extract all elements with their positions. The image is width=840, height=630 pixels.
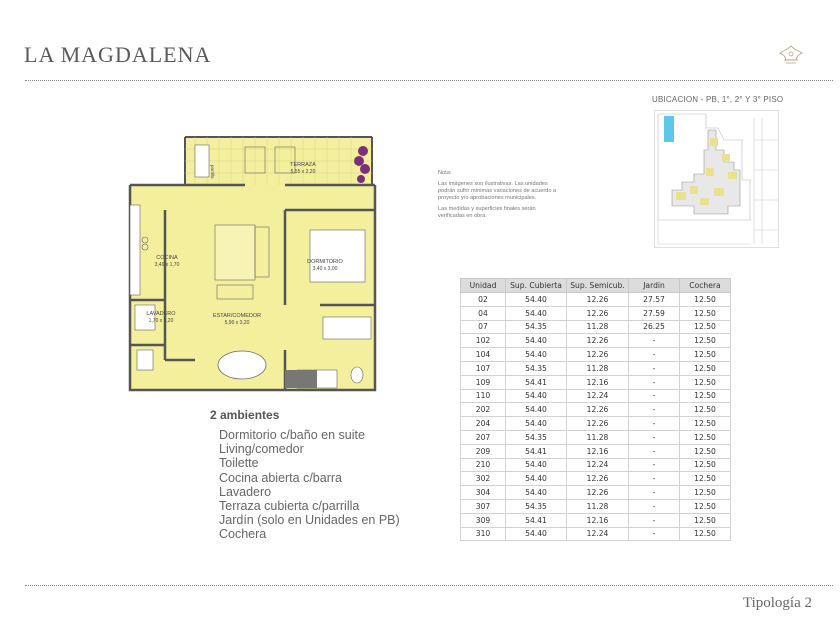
top-divider	[25, 80, 833, 81]
table-cell: -	[629, 375, 680, 389]
table-cell: 12.24	[567, 389, 629, 403]
table-cell: 12.50	[680, 361, 731, 375]
table-cell: 54.41	[506, 513, 567, 527]
table-cell: 04	[461, 306, 506, 320]
table-cell: 12.50	[680, 293, 731, 307]
plan-label-parrilla: parrilla	[210, 165, 215, 179]
table-cell: -	[629, 444, 680, 458]
table-cell: 309	[461, 513, 506, 527]
table-cell: 54.35	[506, 320, 567, 334]
table-cell: 302	[461, 472, 506, 486]
table-cell: 27.57	[629, 293, 680, 307]
table-cell: 11.28	[567, 320, 629, 334]
table-row	[461, 403, 731, 417]
ornament-logo-icon	[778, 44, 804, 66]
table-row	[461, 375, 731, 389]
table-cell: 11.28	[567, 430, 629, 444]
table-row	[461, 417, 731, 431]
column-header: Sup. Cubierta	[506, 279, 567, 293]
table-cell: 02	[461, 293, 506, 307]
table-cell: 12.26	[567, 306, 629, 320]
plan-label-dormitorio: DORMITORIO	[307, 259, 343, 265]
note-paragraph-1: Las imágenes son ilustrativas. Las unidades podrán sufrir mínimas variaciones de acuerdo a proyecto y/o aprobaciones municipales.	[438, 181, 557, 201]
table-cell: -	[629, 348, 680, 362]
table-cell: 12.50	[680, 348, 731, 362]
table-header-row	[461, 279, 731, 293]
table-cell: -	[629, 334, 680, 348]
table-cell: 12.16	[567, 513, 629, 527]
site-location-plan	[654, 110, 779, 248]
table-cell: -	[629, 486, 680, 500]
table-row	[461, 430, 731, 444]
table-cell: 12.50	[680, 430, 731, 444]
location-caption: UBICACION - PB, 1°, 2° Y 3° PISO	[652, 95, 784, 104]
table-cell: 109	[461, 375, 506, 389]
table-row	[461, 458, 731, 472]
column-header: Sup. Semicub.	[567, 279, 629, 293]
bottom-divider	[25, 585, 833, 586]
table-cell: 207	[461, 430, 506, 444]
table-cell: 07	[461, 320, 506, 334]
table-cell: 12.50	[680, 527, 731, 541]
plan-dim-terraza: 5,55 x 2,20	[290, 169, 316, 175]
table-cell: 54.41	[506, 444, 567, 458]
page-title: LA MAGDALENA	[24, 42, 212, 67]
plan-dim-lavadero: 1,70 x 1,20	[148, 318, 174, 324]
table-cell: 12.50	[680, 320, 731, 334]
table-cell: 204	[461, 417, 506, 431]
table-cell: 11.28	[567, 499, 629, 513]
table-cell: 202	[461, 403, 506, 417]
table-cell: 12.50	[680, 458, 731, 472]
table-cell: 54.35	[506, 499, 567, 513]
table-cell: 12.24	[567, 527, 629, 541]
table-cell: 12.50	[680, 389, 731, 403]
table-cell: 12.50	[680, 499, 731, 513]
column-header: Jardin	[629, 279, 680, 293]
note-heading: Nota:	[438, 170, 452, 176]
table-cell: 54.40	[506, 403, 567, 417]
table-cell: 12.26	[567, 486, 629, 500]
feature-item: Cochera	[219, 527, 267, 542]
feature-item: Dormitorio c/baño en suite	[219, 428, 365, 442]
table-cell: -	[629, 403, 680, 417]
tipologia-label: Tipología 2	[742, 595, 812, 611]
feature-item: Cocina abierta c/barra	[219, 470, 342, 485]
table-row	[461, 334, 731, 348]
column-header: Unidad	[461, 279, 506, 293]
table-row	[461, 320, 731, 334]
table-cell: -	[629, 458, 680, 472]
table-cell: 210	[461, 458, 506, 472]
table-cell: 12.16	[567, 375, 629, 389]
table-cell: 12.50	[680, 444, 731, 458]
table-cell: 54.40	[506, 486, 567, 500]
feature-item: Lavadero	[219, 484, 272, 499]
note-paragraph-2: Las medidas y superficies finales serán verificadas en obra.	[438, 206, 536, 219]
table-row	[461, 486, 731, 500]
table-cell: -	[629, 472, 680, 486]
table-cell: 54.40	[506, 348, 567, 362]
table-cell: 11.28	[567, 361, 629, 375]
table-row	[461, 389, 731, 403]
table-cell: 12.26	[567, 403, 629, 417]
table-cell: 12.26	[567, 417, 629, 431]
table-cell: 54.40	[506, 293, 567, 307]
table-cell: 12.16	[567, 444, 629, 458]
table-cell: 54.40	[506, 417, 567, 431]
table-row	[461, 472, 731, 486]
table-cell: 12.50	[680, 334, 731, 348]
table-cell: 102	[461, 334, 506, 348]
table-cell: 27.59	[629, 306, 680, 320]
floor-plan	[125, 135, 383, 393]
plan-label-estar: ESTAR/COMEDOR	[212, 313, 262, 319]
table-cell: -	[629, 527, 680, 541]
table-cell: -	[629, 361, 680, 375]
table-cell: -	[629, 499, 680, 513]
table-row	[461, 348, 731, 362]
feature-item: Toilette	[219, 456, 259, 471]
table-cell: 12.50	[680, 486, 731, 500]
table-cell: 54.40	[506, 527, 567, 541]
table-cell: 54.40	[506, 306, 567, 320]
table-cell: 12.26	[567, 348, 629, 362]
table-cell: 12.50	[680, 472, 731, 486]
table-cell: 209	[461, 444, 506, 458]
table-cell: 12.50	[680, 375, 731, 389]
table-cell: 104	[461, 348, 506, 362]
table-cell: 54.40	[506, 334, 567, 348]
features-heading: 2 ambientes	[210, 408, 280, 422]
table-cell: 54.35	[506, 430, 567, 444]
table-cell: 12.50	[680, 417, 731, 431]
table-cell: 54.35	[506, 361, 567, 375]
table-cell: 12.50	[680, 306, 731, 320]
table-cell: 54.40	[506, 458, 567, 472]
disclaimer-note	[438, 170, 558, 224]
table-cell: 107	[461, 361, 506, 375]
plan-dim-estar: 5,90 x 3,20	[224, 320, 250, 326]
table-cell: -	[629, 430, 680, 444]
table-cell: -	[629, 513, 680, 527]
table-row	[461, 293, 731, 307]
table-cell: 12.26	[567, 472, 629, 486]
table-cell: 307	[461, 499, 506, 513]
plan-dim-cocina: 3,40 x 1,70	[154, 262, 180, 268]
plan-label-cocina: COCINA	[156, 255, 178, 261]
table-row	[461, 499, 731, 513]
table-cell: -	[629, 417, 680, 431]
table-row	[461, 306, 731, 320]
plan-label-terraza: TERRAZA	[290, 162, 316, 168]
feature-item: Living/comedor	[219, 442, 304, 457]
table-cell: 12.24	[567, 458, 629, 472]
table-cell: 26.25	[629, 320, 680, 334]
table-cell: -	[629, 389, 680, 403]
table-cell: 110	[461, 389, 506, 403]
plan-dim-dormitorio: 3,40 x 3,00	[312, 266, 338, 272]
table-cell: 12.26	[567, 293, 629, 307]
feature-item: Terraza cubierta c/parrilla	[219, 499, 360, 514]
features-list	[219, 428, 400, 542]
table-row	[461, 513, 731, 527]
table-row	[461, 527, 731, 541]
table-cell: 12.50	[680, 403, 731, 417]
table-cell: 304	[461, 486, 506, 500]
table-cell: 54.40	[506, 389, 567, 403]
table-cell: 310	[461, 527, 506, 541]
table-row	[461, 444, 731, 458]
table-row	[461, 361, 731, 375]
plan-label-lavadero: LAVADERO	[146, 311, 176, 317]
table-cell: 12.26	[567, 334, 629, 348]
feature-item: Jardín (solo en Unidades en PB)	[219, 513, 400, 528]
table-cell: 12.50	[680, 513, 731, 527]
units-table	[460, 278, 731, 541]
table-cell: 54.41	[506, 375, 567, 389]
column-header: Cochera	[680, 279, 731, 293]
table-cell: 54.40	[506, 472, 567, 486]
